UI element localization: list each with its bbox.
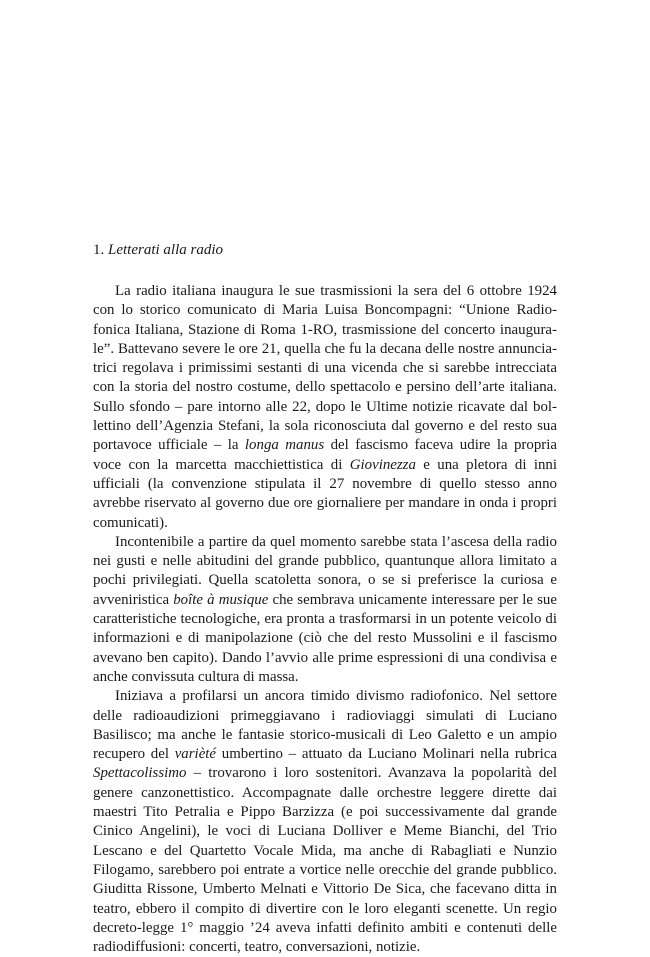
text-run: che sembrava unicamente interessare per le sue caratteristiche tecnologiche, era pronta a trasformarsi in un potente veicolo di informazioni e di manipolazione (ciò che del resto Mussolini e il fascismo avevano ben capito). Dando l’avvio alle prime espressioni di una condivisa e anche convissuta cultura di massa. xyxy=(93,591,557,685)
section-number: 1. xyxy=(93,242,105,258)
section-heading xyxy=(93,240,557,260)
italic-phrase: longa manus xyxy=(244,437,325,454)
italic-phrase: Spettacolissimo xyxy=(93,765,187,782)
text-run: La radio italiana inaugura le sue trasmissioni la sera del 6 ottobre 1924 con lo storico comunicato di Maria Luisa Boncompagni: “Unione Radiofonica Italiana, Stazione di Roma 1-RO, trasmissione del concerto inaugurale”. Battevano severe le ore 21, quella che fu la decana delle nostre annunciatrici regolava i primissimi sestanti di una vicenda che si sarebbe intrecciata con la storia del nostro costume, dello spettacolo e persino dell’arte italiana. Sullo sfondo – pare intorno alle 22, dopo le Ultime notizie ricavate dal bollettino dell’Agenzia Stefani, la sola riconosciuta dal governo e del resto sua portavoce ufficiale – la xyxy=(93,283,557,454)
paragraph-1 xyxy=(93,282,557,533)
italic-phrase: boîte à musique xyxy=(173,591,269,608)
text-run: e una pletora di inni ufficiali (la convenzione stipulata il 27 novembre di quello stesso anno avrebbe riservato al governo due ore giornaliere per mandare in onda i propri comunicati). xyxy=(93,456,558,531)
paragraph-3 xyxy=(93,687,557,957)
text-run: Incontenibile a partire da quel momento sarebbe stata l’ascesa della radio nei gusti e nelle abitudini del grande pubblico, quantunque allora limitato a pochi privilegiati. Quella scatoletta sonora, o se si preferisce la curiosa e avveniristica xyxy=(93,533,557,608)
section-title: Letterati alla radio xyxy=(108,242,224,258)
paragraph-2 xyxy=(93,533,557,687)
italic-phrase: varièté xyxy=(174,746,217,763)
text-run: umbertino – attuato da Luciano Molinari nella rubrica xyxy=(216,746,557,763)
italic-phrase: Giovinezza xyxy=(349,456,416,473)
text-run: del fascismo faceva udire la propria voce con la marcetta macchiettistica di xyxy=(93,437,557,473)
text-run: Iniziava a profilarsi un ancora timido divismo radiofonico. Nel settore delle radioaudizioni primeggiavano i radioviaggi simulati di Luciano Basilisco; ma anche le fantasie storico-musicali di Leo Galetto e un ampio recupero del xyxy=(93,688,557,763)
text-run: – trovarono i loro sostenitori. Avanzava la popolarità del genere canzonettistico. Accompagnate dalle orchestre leggere dirette dai maestri Tito Petralia e Pippo Barzizza (e poi successivamente dal grande Cinico Angelini), le voci di Luciana Dolliver e Meme Bianchi, del Trio Lescano e del Quartetto Vocale Mida, ma anche di Rabagliati e Nunzio Filogamo, sarebbero poi entrate a vortice nelle orecchie del grande pubblico. Giuditta Rissone, Umberto Melnati e Vittorio De Sica, che facevano ditta in teatro, ebbero il compito di divertire con le loro eleganti scenette. Un regio decreto-legge 1° maggio ’24 aveva infatti definito ambiti e contenuti delle radiodiffusioni: concerti, teatro, conversazioni, notizie. xyxy=(93,765,557,956)
book-page xyxy=(93,240,557,957)
